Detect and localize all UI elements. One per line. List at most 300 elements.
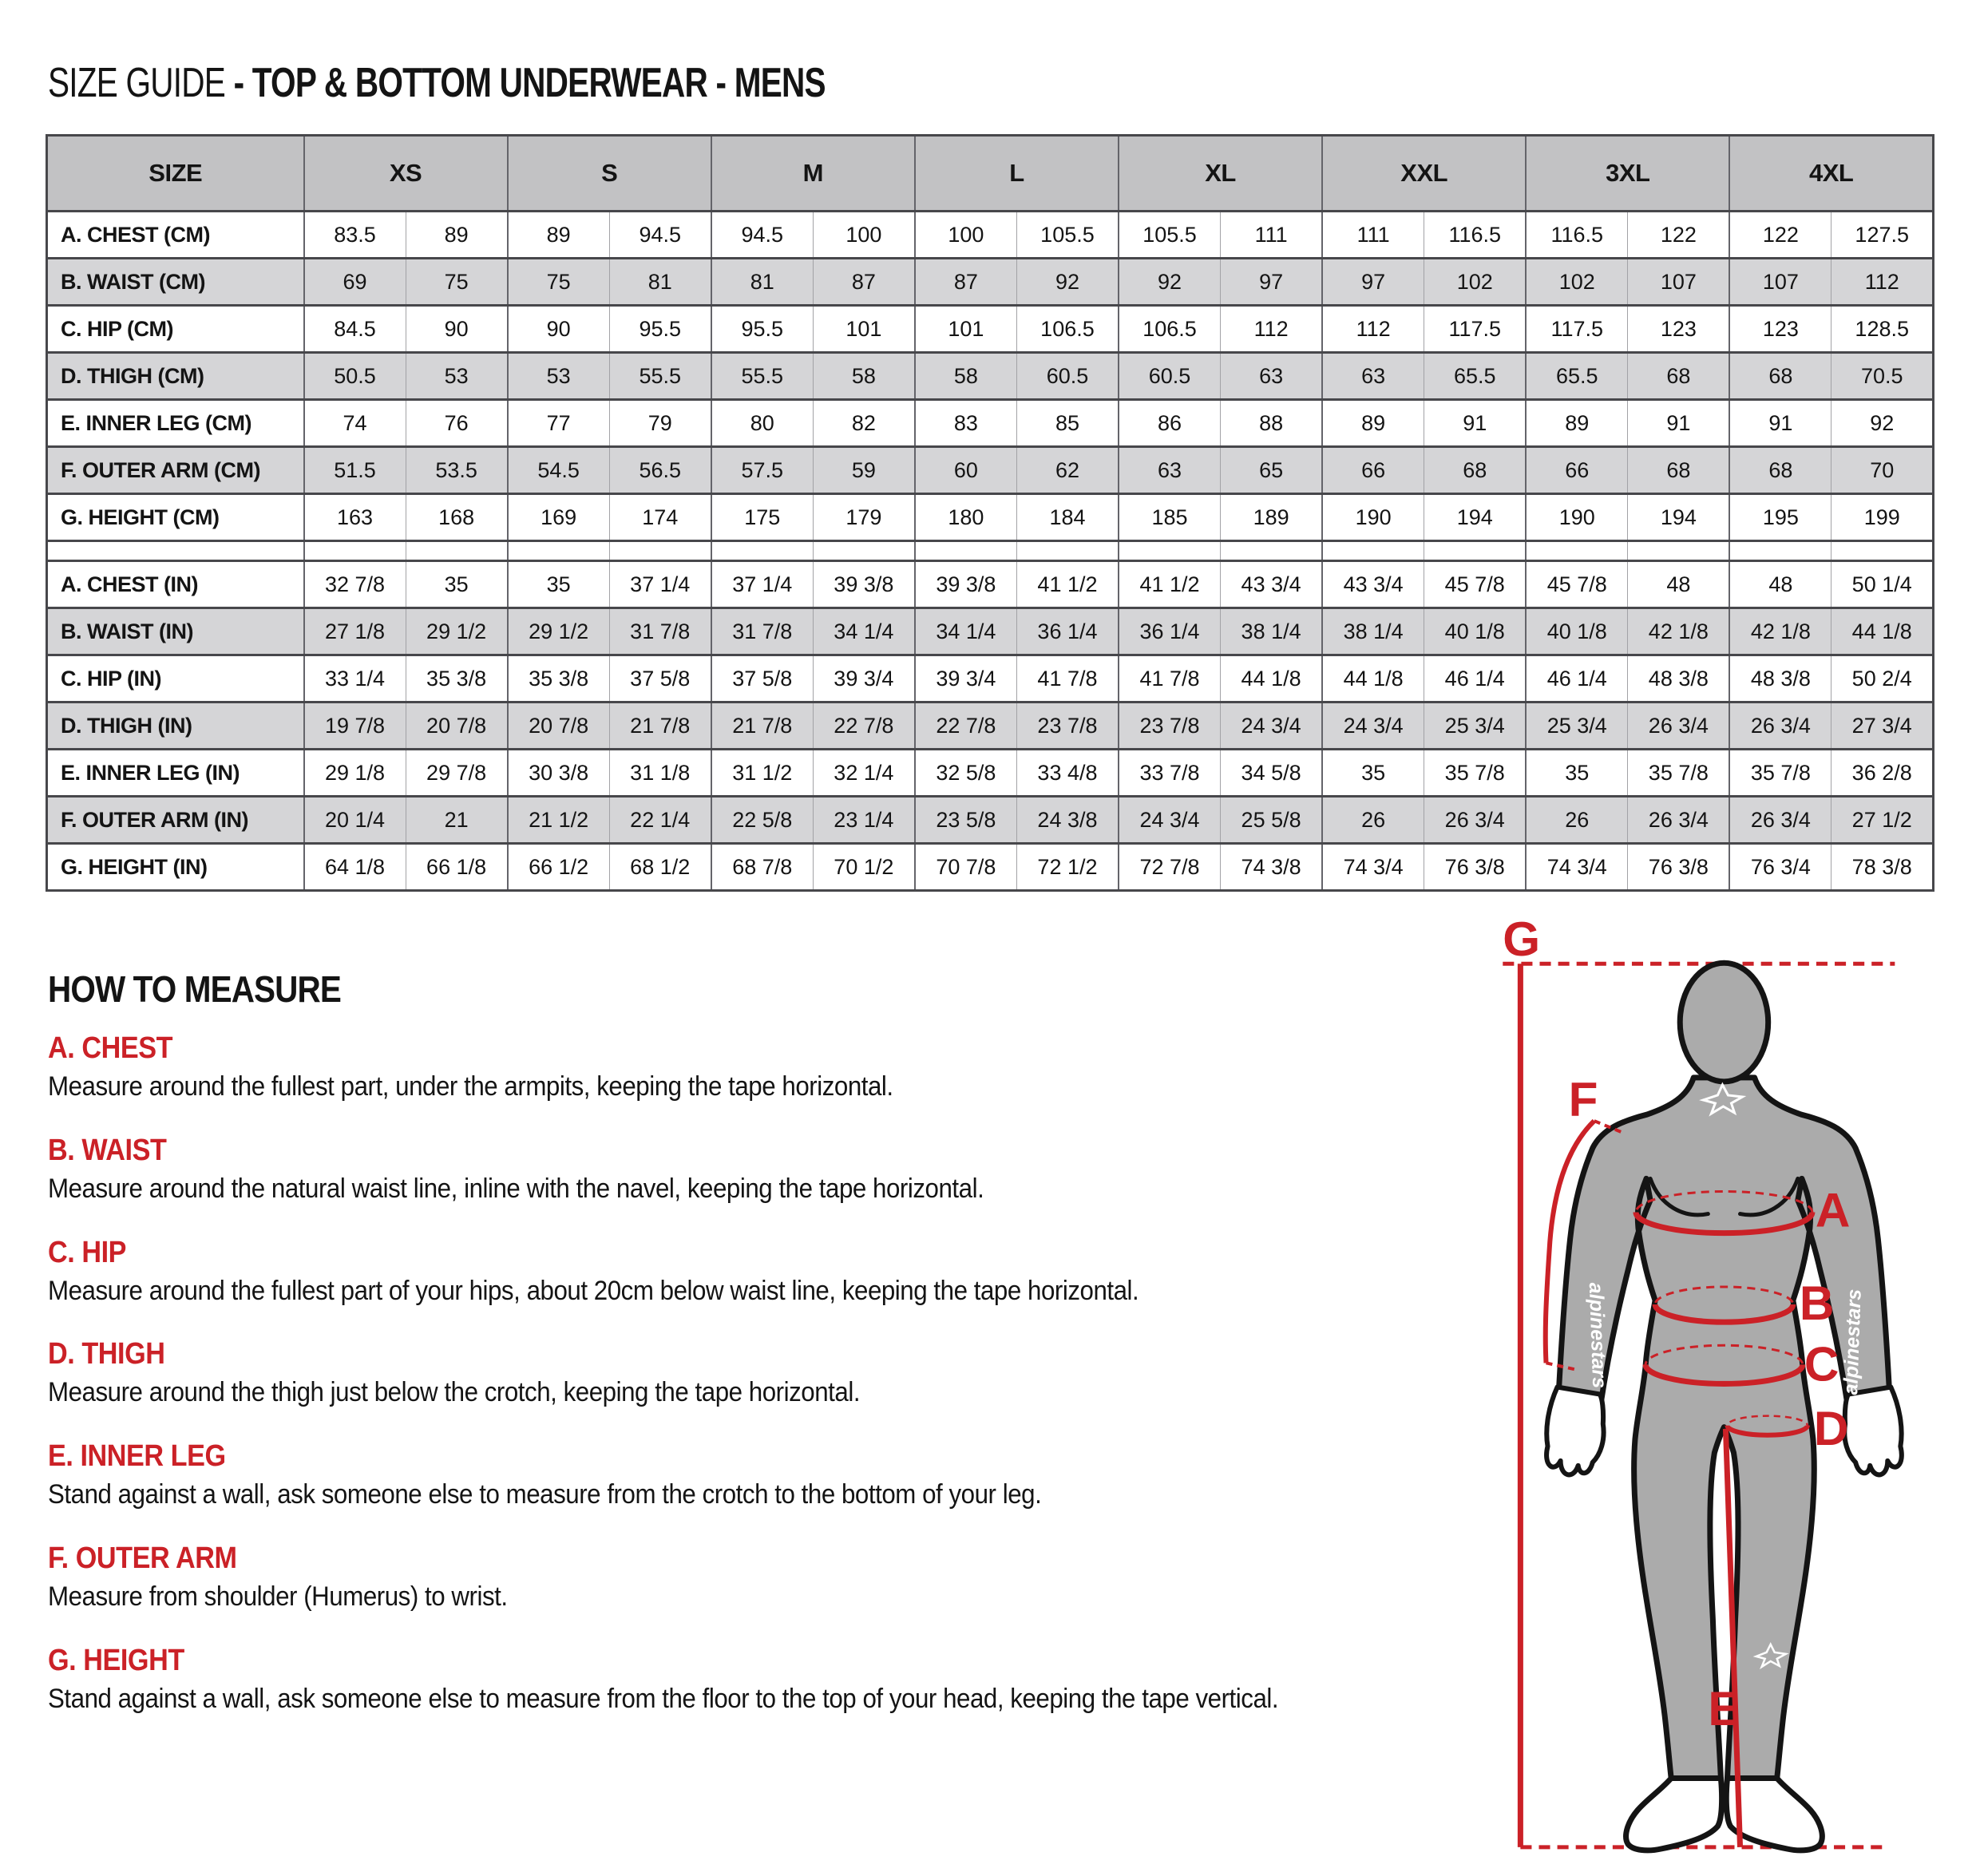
size-cell: 21 1/2 xyxy=(508,797,610,844)
table-row xyxy=(47,797,1934,844)
size-cell: 59 xyxy=(813,447,915,494)
measure-section-title: G. HEIGHT xyxy=(48,1643,184,1677)
size-cell: 42 1/8 xyxy=(1729,608,1832,655)
size-cell: 89 xyxy=(1526,400,1628,447)
table-row xyxy=(47,844,1934,891)
spacer-cell xyxy=(1424,541,1527,561)
spacer-cell xyxy=(304,541,406,561)
table-row xyxy=(47,608,1934,655)
size-cell: 26 xyxy=(1322,797,1424,844)
size-cell: 37 1/4 xyxy=(711,561,814,608)
size-cell: 101 xyxy=(813,306,915,353)
size-cell: 26 3/4 xyxy=(1628,703,1730,750)
size-cell: 78 3/8 xyxy=(1832,844,1934,891)
size-cell: 72 1/2 xyxy=(1016,844,1119,891)
size-cell: 76 xyxy=(406,400,508,447)
size-cell: 117.5 xyxy=(1424,306,1527,353)
spacer-cell xyxy=(1119,541,1221,561)
row-label: E. INNER LEG (IN) xyxy=(47,750,304,797)
measure-section-title: B. WAIST xyxy=(48,1133,167,1167)
size-cell: 35 xyxy=(406,561,508,608)
label-g: G xyxy=(1503,914,1541,967)
size-cell: 48 xyxy=(1628,561,1730,608)
size-cell: 51.5 xyxy=(304,447,406,494)
size-cell: 29 7/8 xyxy=(406,750,508,797)
size-cell: 79 xyxy=(609,400,711,447)
size-table-corner-label: SIZE xyxy=(47,136,304,212)
measure-section xyxy=(48,1031,1501,1103)
size-cell: 180 xyxy=(915,494,1017,541)
size-cell: 76 3/8 xyxy=(1628,844,1730,891)
measure-section xyxy=(48,1134,1501,1205)
size-cell: 68 xyxy=(1424,447,1527,494)
size-cell: 23 5/8 xyxy=(915,797,1017,844)
how-to-measure-heading: HOW TO MEASURE xyxy=(48,968,342,1010)
row-label: D. THIGH (IN) xyxy=(47,703,304,750)
page-title-prefix: SIZE GUIDE xyxy=(48,60,226,106)
measure-section-text: Stand against a wall, ask someone else to measure from the floor to the top of your head, keeping the tape vertical. xyxy=(48,1683,1279,1714)
size-cell: 32 7/8 xyxy=(304,561,406,608)
size-cell: 66 1/8 xyxy=(406,844,508,891)
size-cell: 65.5 xyxy=(1526,353,1628,400)
size-table-body xyxy=(47,212,1934,891)
size-cell: 24 3/4 xyxy=(1322,703,1424,750)
size-cell: 91 xyxy=(1729,400,1832,447)
size-cell: 179 xyxy=(813,494,915,541)
size-cell: 57.5 xyxy=(711,447,814,494)
size-cell: 54.5 xyxy=(508,447,610,494)
spacer-cell xyxy=(508,541,610,561)
size-cell: 38 1/4 xyxy=(1221,608,1323,655)
size-cell: 95.5 xyxy=(711,306,814,353)
size-cell: 76 3/4 xyxy=(1729,844,1832,891)
table-row xyxy=(47,750,1934,797)
spacer-cell xyxy=(1221,541,1323,561)
measurement-diagram xyxy=(1489,914,1980,1872)
size-cell: 89 xyxy=(1322,400,1424,447)
size-header-s: S xyxy=(508,136,711,212)
spacer-cell xyxy=(1628,541,1730,561)
how-to-measure-section xyxy=(48,968,1501,1746)
measure-section xyxy=(48,1644,1501,1716)
spacer-cell xyxy=(406,541,508,561)
size-cell: 66 1/2 xyxy=(508,844,610,891)
size-cell: 127.5 xyxy=(1832,212,1934,259)
size-cell: 91 xyxy=(1628,400,1730,447)
size-header-4xl: 4XL xyxy=(1729,136,1933,212)
size-cell: 68 xyxy=(1729,353,1832,400)
table-row xyxy=(47,259,1934,306)
size-cell: 36 1/4 xyxy=(1016,608,1119,655)
label-a: A xyxy=(1815,1182,1851,1237)
size-cell: 33 1/4 xyxy=(304,655,406,703)
size-cell: 21 7/8 xyxy=(711,703,814,750)
size-cell: 22 7/8 xyxy=(915,703,1017,750)
size-cell: 63 xyxy=(1322,353,1424,400)
size-cell: 63 xyxy=(1221,353,1323,400)
size-cell: 41 7/8 xyxy=(1119,655,1221,703)
size-cell: 92 xyxy=(1832,400,1934,447)
measure-section-text: Measure from shoulder (Humerus) to wrist. xyxy=(48,1581,508,1612)
size-header-xl: XL xyxy=(1119,136,1322,212)
size-cell: 26 3/4 xyxy=(1424,797,1527,844)
size-cell: 199 xyxy=(1832,494,1934,541)
size-header-m: M xyxy=(711,136,915,212)
size-cell: 50 1/4 xyxy=(1832,561,1934,608)
size-cell: 32 5/8 xyxy=(915,750,1017,797)
left-hand xyxy=(1546,1387,1604,1474)
size-cell: 20 7/8 xyxy=(406,703,508,750)
how-to-measure-list xyxy=(48,1031,1501,1716)
size-table-header-row xyxy=(47,136,1934,212)
size-cell: 34 1/4 xyxy=(813,608,915,655)
size-cell: 31 1/8 xyxy=(609,750,711,797)
size-cell: 25 5/8 xyxy=(1221,797,1323,844)
size-cell: 74 3/4 xyxy=(1322,844,1424,891)
table-row xyxy=(47,306,1934,353)
size-cell: 34 1/4 xyxy=(915,608,1017,655)
label-e: E xyxy=(1708,1681,1740,1736)
row-label: F. OUTER ARM (IN) xyxy=(47,797,304,844)
spacer-cell xyxy=(1729,541,1832,561)
measure-section-title: E. INNER LEG xyxy=(48,1439,226,1474)
size-cell: 26 xyxy=(1526,797,1628,844)
size-cell: 68 7/8 xyxy=(711,844,814,891)
size-cell: 39 3/4 xyxy=(915,655,1017,703)
size-cell: 21 7/8 xyxy=(609,703,711,750)
size-cell: 85 xyxy=(1016,400,1119,447)
size-table xyxy=(46,134,1934,892)
size-cell: 163 xyxy=(304,494,406,541)
table-row xyxy=(47,655,1934,703)
size-cell: 102 xyxy=(1424,259,1527,306)
size-cell: 44 1/8 xyxy=(1322,655,1424,703)
size-cell: 43 3/4 xyxy=(1322,561,1424,608)
size-cell: 90 xyxy=(508,306,610,353)
size-cell: 101 xyxy=(915,306,1017,353)
size-cell: 41 7/8 xyxy=(1016,655,1119,703)
size-cell: 97 xyxy=(1322,259,1424,306)
measure-section-title: D. THIGH xyxy=(48,1337,165,1371)
size-cell: 31 7/8 xyxy=(609,608,711,655)
size-cell: 35 xyxy=(508,561,610,608)
row-label: D. THIGH (CM) xyxy=(47,353,304,400)
size-cell: 22 5/8 xyxy=(711,797,814,844)
page-title-suffix: - TOP & BOTTOM UNDERWEAR - MENS xyxy=(225,60,826,106)
size-cell: 27 3/4 xyxy=(1832,703,1934,750)
size-cell: 20 1/4 xyxy=(304,797,406,844)
size-cell: 25 3/4 xyxy=(1526,703,1628,750)
size-cell: 41 1/2 xyxy=(1119,561,1221,608)
size-cell: 81 xyxy=(711,259,814,306)
measure-section-text: Measure around the thigh just below the crotch, keeping the tape horizontal. xyxy=(48,1377,861,1408)
table-row xyxy=(47,353,1934,400)
size-cell: 24 3/8 xyxy=(1016,797,1119,844)
size-cell: 194 xyxy=(1424,494,1527,541)
size-cell: 86 xyxy=(1119,400,1221,447)
size-cell: 55.5 xyxy=(609,353,711,400)
label-f: F xyxy=(1568,1072,1598,1127)
size-cell: 62 xyxy=(1016,447,1119,494)
size-cell: 83.5 xyxy=(304,212,406,259)
size-cell: 70 7/8 xyxy=(915,844,1017,891)
size-cell: 50 2/4 xyxy=(1832,655,1934,703)
left-arm-brand-text: alpinestars xyxy=(1584,1282,1611,1389)
size-cell: 72 7/8 xyxy=(1119,844,1221,891)
size-cell: 29 1/8 xyxy=(304,750,406,797)
row-label: G. HEIGHT (CM) xyxy=(47,494,304,541)
size-cell: 92 xyxy=(1119,259,1221,306)
size-cell: 70.5 xyxy=(1832,353,1934,400)
size-cell: 35 xyxy=(1526,750,1628,797)
size-cell: 90 xyxy=(406,306,508,353)
size-cell: 169 xyxy=(508,494,610,541)
size-cell: 45 7/8 xyxy=(1526,561,1628,608)
size-cell: 55.5 xyxy=(711,353,814,400)
measure-section-title: F. OUTER ARM xyxy=(48,1541,237,1575)
size-cell: 53 xyxy=(406,353,508,400)
size-cell: 20 7/8 xyxy=(508,703,610,750)
size-cell: 38 1/4 xyxy=(1322,608,1424,655)
size-cell: 39 3/8 xyxy=(915,561,1017,608)
size-cell: 112 xyxy=(1322,306,1424,353)
size-cell: 48 3/8 xyxy=(1628,655,1730,703)
size-cell: 33 4/8 xyxy=(1016,750,1119,797)
size-cell: 45 7/8 xyxy=(1424,561,1527,608)
size-cell: 53 xyxy=(508,353,610,400)
table-row xyxy=(47,212,1934,259)
size-cell: 35 7/8 xyxy=(1729,750,1832,797)
size-cell: 68 1/2 xyxy=(609,844,711,891)
size-cell: 39 3/8 xyxy=(813,561,915,608)
right-hand xyxy=(1844,1387,1902,1474)
size-cell: 29 1/2 xyxy=(406,608,508,655)
size-cell: 63 xyxy=(1119,447,1221,494)
measure-section-text: Stand against a wall, ask someone else to measure from the crotch to the bottom of your leg. xyxy=(48,1479,1042,1510)
left-foot xyxy=(1626,1779,1722,1850)
size-cell: 89 xyxy=(508,212,610,259)
size-cell: 91 xyxy=(1424,400,1527,447)
size-cell: 27 1/8 xyxy=(304,608,406,655)
size-cell: 44 1/8 xyxy=(1832,608,1934,655)
size-cell: 58 xyxy=(915,353,1017,400)
size-cell: 23 1/4 xyxy=(813,797,915,844)
size-cell: 70 xyxy=(1832,447,1934,494)
size-cell: 194 xyxy=(1628,494,1730,541)
head xyxy=(1680,963,1768,1082)
size-cell: 30 3/8 xyxy=(508,750,610,797)
spacer-cell xyxy=(47,541,304,561)
spacer-cell xyxy=(813,541,915,561)
size-cell: 106.5 xyxy=(1119,306,1221,353)
size-cell: 40 1/8 xyxy=(1424,608,1527,655)
size-cell: 34 5/8 xyxy=(1221,750,1323,797)
size-cell: 31 1/2 xyxy=(711,750,814,797)
size-cell: 122 xyxy=(1628,212,1730,259)
size-header-3xl: 3XL xyxy=(1526,136,1729,212)
row-label: A. CHEST (IN) xyxy=(47,561,304,608)
size-cell: 68 xyxy=(1628,447,1730,494)
size-cell: 29 1/2 xyxy=(508,608,610,655)
size-cell: 74 3/4 xyxy=(1526,844,1628,891)
size-cell: 111 xyxy=(1221,212,1323,259)
size-cell: 92 xyxy=(1016,259,1119,306)
size-cell: 35 3/8 xyxy=(508,655,610,703)
size-cell: 53.5 xyxy=(406,447,508,494)
size-cell: 40 1/8 xyxy=(1526,608,1628,655)
size-cell: 87 xyxy=(813,259,915,306)
size-cell: 100 xyxy=(813,212,915,259)
size-cell: 39 3/4 xyxy=(813,655,915,703)
size-cell: 35 xyxy=(1322,750,1424,797)
size-cell: 35 3/8 xyxy=(406,655,508,703)
size-cell: 190 xyxy=(1322,494,1424,541)
size-cell: 26 3/4 xyxy=(1729,797,1832,844)
measure-section-text: Measure around the fullest part, under the armpits, keeping the tape horizontal. xyxy=(48,1071,893,1102)
size-cell: 74 3/8 xyxy=(1221,844,1323,891)
size-cell: 35 7/8 xyxy=(1424,750,1527,797)
size-cell: 80 xyxy=(711,400,814,447)
spacer-cell xyxy=(1832,541,1934,561)
size-cell: 46 1/4 xyxy=(1526,655,1628,703)
size-cell: 95.5 xyxy=(609,306,711,353)
size-cell: 105.5 xyxy=(1119,212,1221,259)
row-label: F. OUTER ARM (CM) xyxy=(47,447,304,494)
size-cell: 74 xyxy=(304,400,406,447)
spacer-cell xyxy=(915,541,1017,561)
size-cell: 189 xyxy=(1221,494,1323,541)
size-cell: 46 1/4 xyxy=(1424,655,1527,703)
size-cell: 42 1/8 xyxy=(1628,608,1730,655)
row-label: C. HIP (IN) xyxy=(47,655,304,703)
size-header-xxl: XXL xyxy=(1322,136,1526,212)
size-cell: 48 3/8 xyxy=(1729,655,1832,703)
size-cell: 66 xyxy=(1322,447,1424,494)
size-cell: 60 xyxy=(915,447,1017,494)
measure-section xyxy=(48,1439,1501,1511)
table-row xyxy=(47,400,1934,447)
size-cell: 100 xyxy=(915,212,1017,259)
size-cell: 26 3/4 xyxy=(1628,797,1730,844)
size-cell: 26 3/4 xyxy=(1729,703,1832,750)
size-cell: 111 xyxy=(1322,212,1424,259)
spacer-cell xyxy=(1526,541,1628,561)
size-cell: 97 xyxy=(1221,259,1323,306)
size-cell: 48 xyxy=(1729,561,1832,608)
spacer-cell xyxy=(1016,541,1119,561)
size-cell: 117.5 xyxy=(1526,306,1628,353)
size-cell: 60.5 xyxy=(1119,353,1221,400)
label-c: C xyxy=(1804,1336,1839,1391)
measure-section xyxy=(48,1337,1501,1409)
table-row xyxy=(47,447,1934,494)
measure-section-title: C. HIP xyxy=(48,1235,127,1269)
size-cell: 184 xyxy=(1016,494,1119,541)
size-cell: 65.5 xyxy=(1424,353,1527,400)
size-cell: 76 3/8 xyxy=(1424,844,1527,891)
size-cell: 43 3/4 xyxy=(1221,561,1323,608)
size-cell: 35 7/8 xyxy=(1628,750,1730,797)
size-cell: 105.5 xyxy=(1016,212,1119,259)
size-cell: 66 xyxy=(1526,447,1628,494)
size-cell: 37 5/8 xyxy=(609,655,711,703)
size-cell: 36 1/4 xyxy=(1119,608,1221,655)
size-cell: 81 xyxy=(609,259,711,306)
size-cell: 24 3/4 xyxy=(1119,797,1221,844)
size-cell: 190 xyxy=(1526,494,1628,541)
size-cell: 174 xyxy=(609,494,711,541)
row-label: E. INNER LEG (CM) xyxy=(47,400,304,447)
spacer-cell xyxy=(711,541,814,561)
size-cell: 116.5 xyxy=(1424,212,1527,259)
size-cell: 107 xyxy=(1628,259,1730,306)
size-cell: 83 xyxy=(915,400,1017,447)
size-cell: 102 xyxy=(1526,259,1628,306)
size-cell: 168 xyxy=(406,494,508,541)
size-header-xs: XS xyxy=(304,136,508,212)
size-cell: 87 xyxy=(915,259,1017,306)
size-cell: 19 7/8 xyxy=(304,703,406,750)
size-cell: 70 1/2 xyxy=(813,844,915,891)
row-label: B. WAIST (CM) xyxy=(47,259,304,306)
size-cell: 195 xyxy=(1729,494,1832,541)
row-label: B. WAIST (IN) xyxy=(47,608,304,655)
size-cell: 116.5 xyxy=(1526,212,1628,259)
size-cell: 94.5 xyxy=(609,212,711,259)
measure-section-title: A. CHEST xyxy=(48,1031,173,1065)
spacer-cell xyxy=(1322,541,1424,561)
size-cell: 107 xyxy=(1729,259,1832,306)
size-cell: 31 7/8 xyxy=(711,608,814,655)
measure-section-text: Measure around the natural waist line, inline with the navel, keeping the tape horizontal. xyxy=(48,1173,984,1204)
size-cell: 24 3/4 xyxy=(1221,703,1323,750)
size-cell: 36 2/8 xyxy=(1832,750,1934,797)
size-cell: 68 xyxy=(1628,353,1730,400)
size-cell: 23 7/8 xyxy=(1119,703,1221,750)
size-cell: 185 xyxy=(1119,494,1221,541)
spacer-row xyxy=(47,541,1934,561)
size-cell: 106.5 xyxy=(1016,306,1119,353)
size-cell: 88 xyxy=(1221,400,1323,447)
size-cell: 22 7/8 xyxy=(813,703,915,750)
size-cell: 68 xyxy=(1729,447,1832,494)
size-cell: 89 xyxy=(406,212,508,259)
size-cell: 75 xyxy=(406,259,508,306)
size-cell: 37 1/4 xyxy=(609,561,711,608)
size-cell: 122 xyxy=(1729,212,1832,259)
size-cell: 64 1/8 xyxy=(304,844,406,891)
row-label: A. CHEST (CM) xyxy=(47,212,304,259)
size-cell: 75 xyxy=(508,259,610,306)
size-cell: 65 xyxy=(1221,447,1323,494)
table-row xyxy=(47,494,1934,541)
size-cell: 50.5 xyxy=(304,353,406,400)
label-d: D xyxy=(1813,1400,1849,1455)
size-cell: 128.5 xyxy=(1832,306,1934,353)
right-arm-brand-text: alpinestars xyxy=(1839,1288,1866,1395)
size-header-l: L xyxy=(915,136,1119,212)
size-cell: 32 1/4 xyxy=(813,750,915,797)
body-diagram-svg xyxy=(1489,914,1980,1872)
page-title xyxy=(48,59,826,107)
size-cell: 25 3/4 xyxy=(1424,703,1527,750)
size-table-container xyxy=(46,134,1934,892)
size-cell: 82 xyxy=(813,400,915,447)
size-cell: 33 7/8 xyxy=(1119,750,1221,797)
label-b: B xyxy=(1799,1276,1835,1331)
size-cell: 58 xyxy=(813,353,915,400)
size-cell: 112 xyxy=(1832,259,1934,306)
